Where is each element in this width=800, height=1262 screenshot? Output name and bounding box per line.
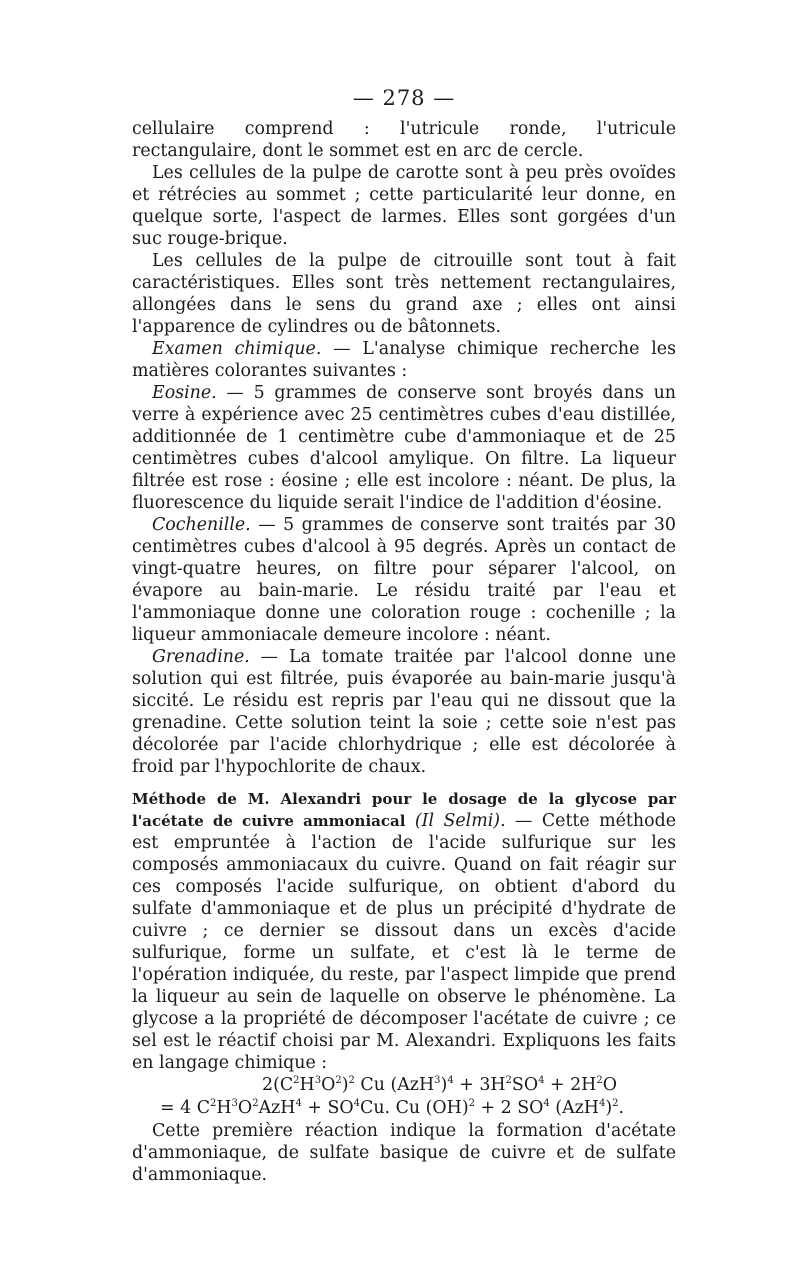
section-heading: Méthode de M. Alexandri pour le dosage de la glycose par l'acétate de cuivre ammoniacal [132, 790, 676, 830]
paragraph-eosine [132, 382, 676, 514]
chemical-equation [132, 1074, 676, 1120]
paragraph-citrouille [132, 250, 676, 338]
paragraph-text: Les cellules de la pulpe de carotte sont à peu près ovoïdes et rétrécies au sommet ; cette particularité leur donne, en quelque sorte, l'aspect de larmes. Elles sont gorgées d'un suc rouge-brique. [132, 163, 676, 249]
paragraph-carotte [132, 162, 676, 250]
run-in-heading: Cochenille. [152, 515, 251, 535]
equation-line-1: $2(C^2H^3O^2)^2$ Cu $(AzH^3)^4 + 3H^2SO^4 + 2H^2O$ [262, 1075, 617, 1095]
paragraph-text: cellulaire comprend : l'utricule ronde, l'utricule rectangulaire, dont le sommet est en arc de cercle. [132, 119, 676, 161]
paragraph-continuation [132, 118, 676, 162]
paragraph-text: — 5 grammes de conserve sont broyés dans un verre à expérience avec 25 centimètres cubes d'eau distillée, additionnée de 1 centimètre cube d'ammoniaque et de 25 centimètres cubes d'alcool amylique. On filtre. La liqueur filtrée est rose : éosine ; elle est incolore : néant. De plus, la fluorescence du liquide serait l'indice de l'addition d'éosine. [132, 383, 676, 513]
paragraph-examen-chimique [132, 338, 676, 382]
paragraph-text: — 5 grammes de conserve sont traités par 30 centimètres cubes d'alcool à 95 degrés. Après un contact de vingt-quatre heures, on filtre pour séparer l'alcool, on évapore au bain-marie. Le résidu traité par l'eau et l'ammoniaque donne une coloration rouge : cochenille ; la liqueur ammoniacale demeure incolore : néant. [132, 515, 676, 645]
run-in-heading: Eosine. [152, 383, 217, 403]
equation-line-2: = 4 $C^2H^3O^2AzH^4 + SO^4Cu$. Cu (OH)$^2$ + 2 $SO^4$ $(AzH^4)^2$. [160, 1098, 625, 1118]
run-in-heading: Grenadine. [152, 647, 250, 667]
source-citation: (Il Selmi) [414, 811, 501, 831]
run-in-heading: Examen chimique. [152, 339, 322, 359]
paragraph-methode-alexandri [132, 788, 676, 1074]
paragraph-text: — La tomate traitée par l'alcool donne une solution qui est filtrée, puis évaporée au bain-marie jusqu'à siccité. Le résidu est repris par l'eau qui ne dissout que la grenadine. Cette solution teint la soie ; cette soie n'est pas décolorée par l'acide chlorhydrique ; elle est décolorée à froid par l'hypochlorite de chaux. [132, 647, 676, 777]
paragraph-conclusion [132, 1120, 676, 1186]
paragraph-text: Les cellules de la pulpe de citrouille sont tout à fait caractéristiques. Elles sont très nettement rectangulaires, allongées dans le sens du grand axe ; elles ont ainsi l'apparence de cylindres ou de bâtonnets. [132, 251, 676, 337]
paragraph-text: — L'analyse chimique recherche les matières colorantes suivantes : [132, 339, 676, 381]
paragraph-text: Cette première réaction indique la formation d'acétate d'ammoniaque, de sulfate basique de cuivre et de sulfate d'ammoniaque. [132, 1121, 676, 1185]
book-page [132, 86, 676, 1186]
paragraph-cochenille [132, 514, 676, 646]
paragraph-grenadine [132, 646, 676, 778]
page-number: — 278 — [352, 86, 456, 110]
paragraph-text: . — Cette méthode est empruntée à l'action de l'acide sulfurique sur les composés ammoniacaux du cuivre. Quand on fait réagir sur ces composés l'acide sulfurique, on obtient d'abord du sulfate d'ammoniaque et de plus un précipité d'hydrate de cuivre ; ce dernier se dissout dans un excès d'acide sulfurique, forme un sulfate, et c'est là le terme de l'opération indiquée, du reste, par l'aspect limpide que prend la liqueur au sein de laquelle on observe le phénomène. La glycose a la propriété de décomposer l'acétate de cuivre ; ce sel est le réactif choisi par M. Alexandri. Expliquons les faits en langage chimique : [132, 811, 676, 1073]
